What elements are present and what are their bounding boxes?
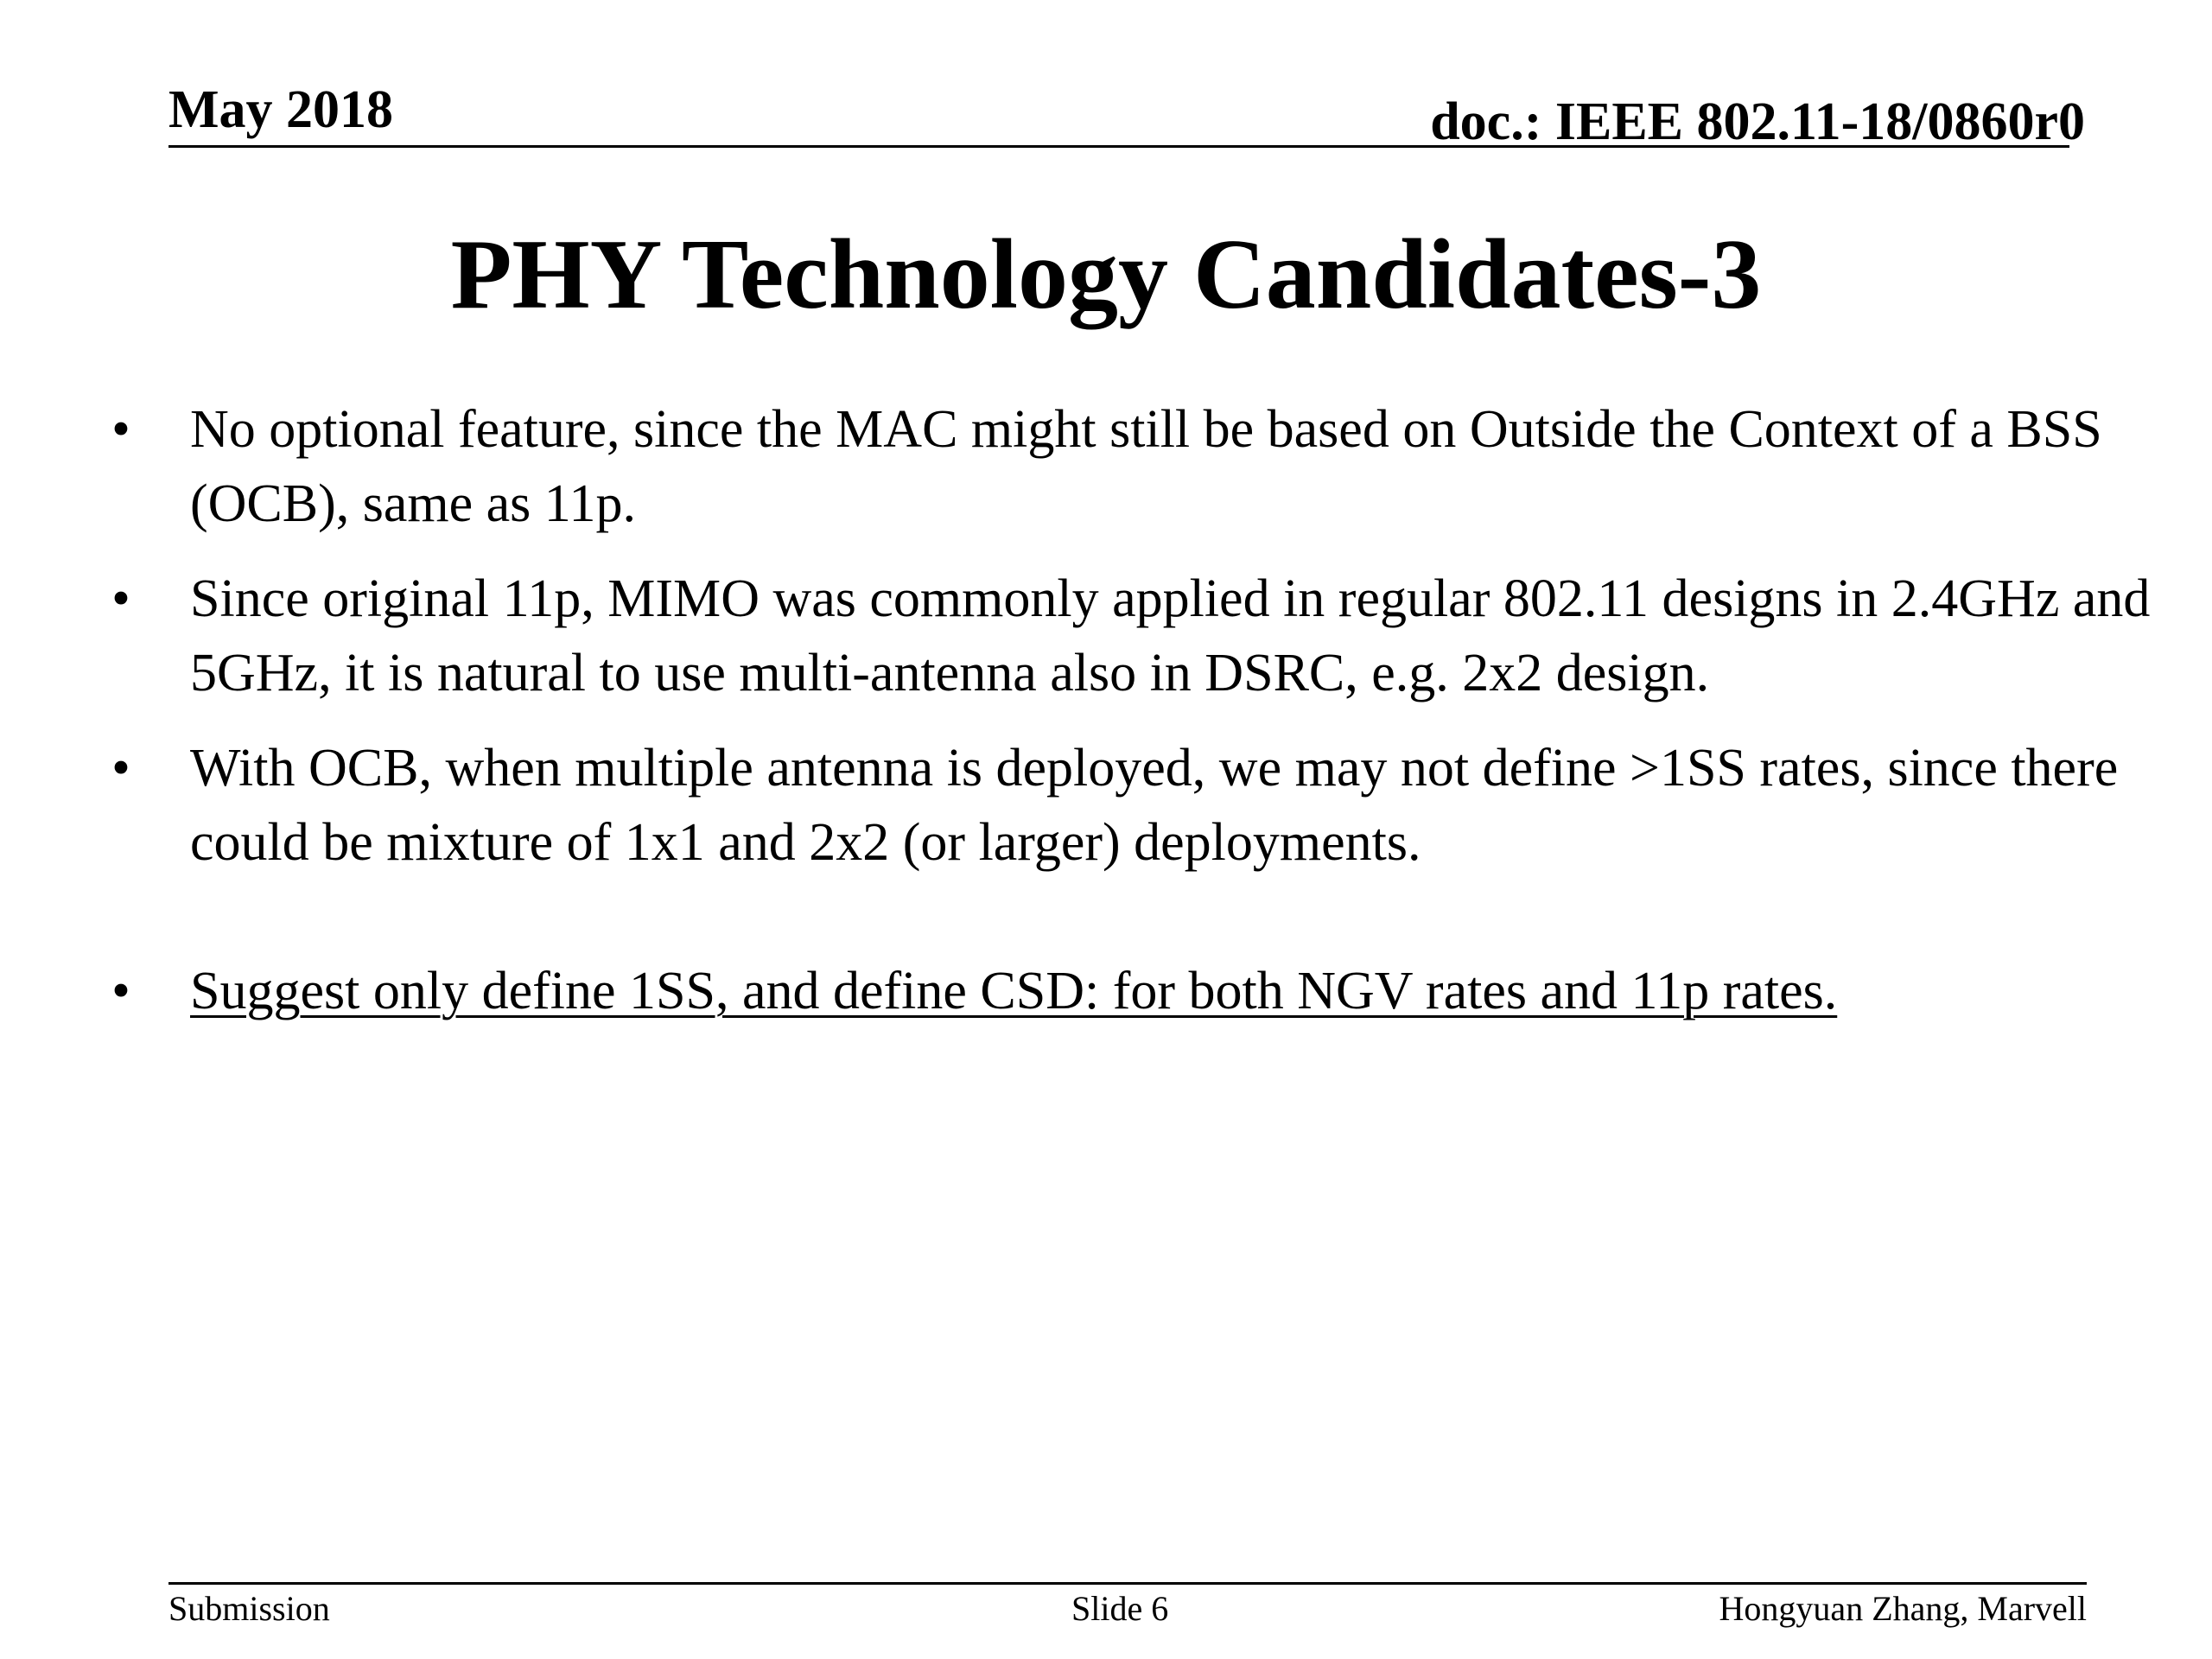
footer-author: Hongyuan Zhang, Marvell bbox=[1719, 1589, 2087, 1628]
bullet-text: No optional feature, since the MAC might still be based on Outside the Context of a BSS (OCB), same as 11p. bbox=[190, 400, 2102, 533]
header-document-id: doc.: IEEE 802.11-18/0860r0 bbox=[1430, 92, 2085, 151]
bullet-list bbox=[95, 392, 2152, 1049]
bullet-glyph: • bbox=[111, 400, 130, 459]
bullet-glyph: • bbox=[111, 739, 130, 798]
header-divider bbox=[168, 145, 2069, 148]
bullet-text: With OCB, when multiple antenna is deployed, we may not define >1SS rates, since there could be mixture of 1x1 and 2x2 (or larger) deployments. bbox=[190, 739, 2119, 872]
footer-submission: Submission bbox=[168, 1589, 330, 1628]
bullet-glyph: • bbox=[111, 569, 130, 628]
bullet-item-suggestion bbox=[95, 954, 2152, 1028]
bullet-text-underlined: Suggest only define 1SS, and define CSD: for both NGV rates and 11p rates. bbox=[190, 962, 1838, 1020]
bullet-item-optional-feature bbox=[95, 392, 2152, 541]
footer-divider bbox=[168, 1582, 2087, 1585]
header-date: May 2018 bbox=[168, 80, 394, 139]
bullet-item-ocb-rates bbox=[95, 731, 2152, 880]
bullet-text: Since original 11p, MIMO was commonly applied in regular 802.11 designs in 2.4GHz and 5GHz, it is natural to use multi-antenna also in DSRC, e.g. 2x2 design. bbox=[190, 569, 2151, 702]
footer-slide-number: Slide 6 bbox=[1071, 1589, 1169, 1628]
bullet-item-mimo bbox=[95, 562, 2152, 710]
slide-title: PHY Technology Candidates-3 bbox=[450, 219, 1762, 330]
bullet-glyph: • bbox=[111, 962, 130, 1020]
